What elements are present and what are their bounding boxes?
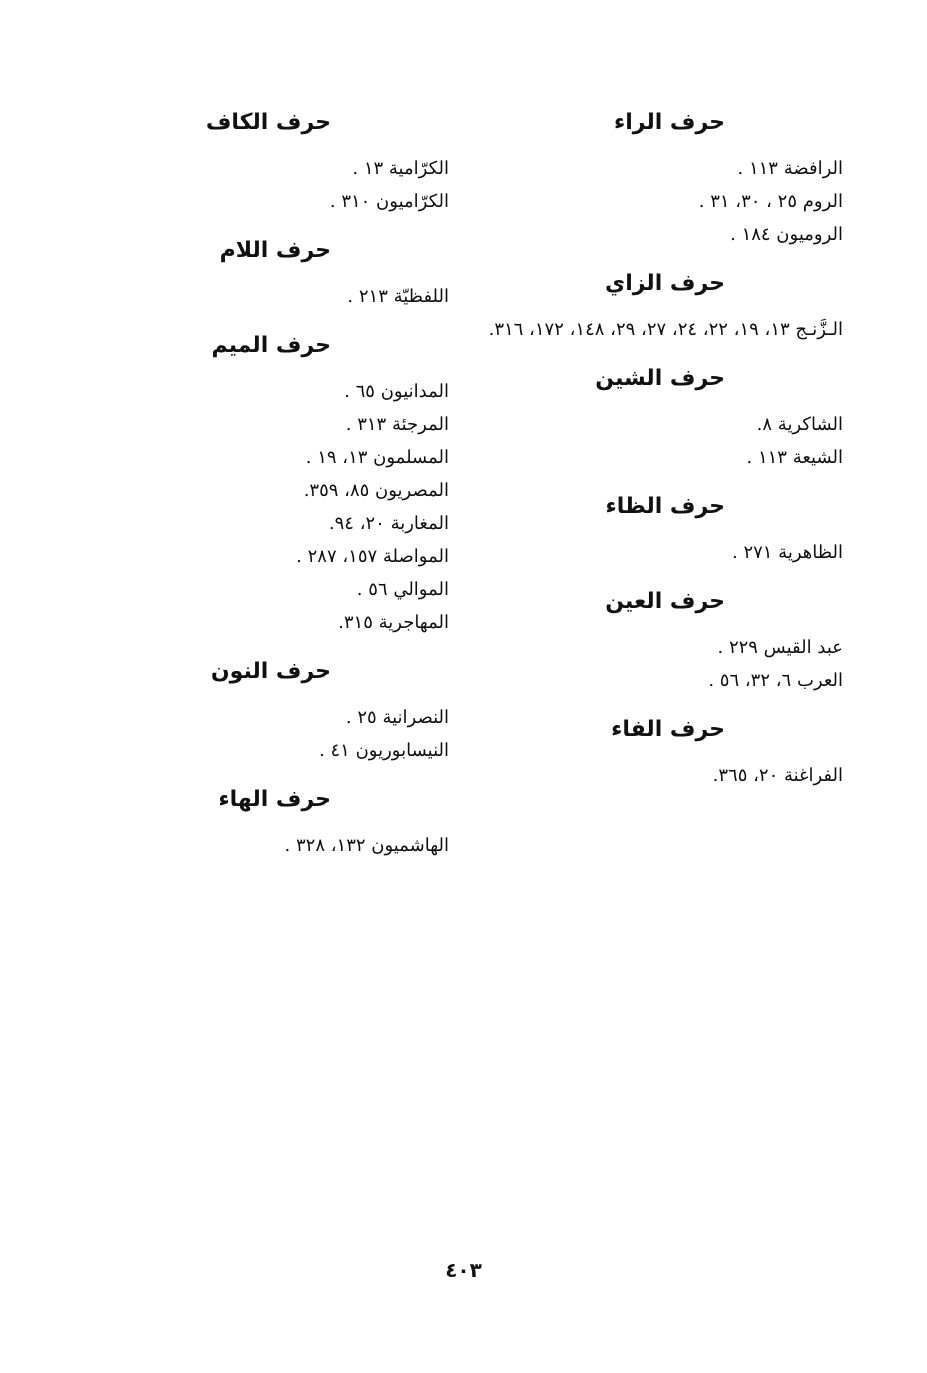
entry-list: [483, 536, 843, 569]
right-index-column: [483, 108, 843, 810]
index-section: [109, 657, 449, 767]
index-entry: الروميون ١٨٤ .: [730, 224, 843, 245]
index-entry: العرب ٦، ٣٢، ٥٦ .: [708, 670, 843, 691]
index-entry: النيسابوريون ٤١ .: [319, 740, 449, 761]
section-heading: حرف الشين: [595, 366, 725, 391]
index-section: [483, 587, 843, 697]
entry-list: [483, 759, 843, 792]
index-entry: الموالي ٥٦ .: [356, 579, 449, 600]
index-entry: المهاجرية ٣١٥.: [338, 612, 449, 633]
index-section: [109, 236, 449, 313]
entry-list: [483, 313, 843, 346]
index-section: [109, 108, 449, 218]
index-entry: الشيعة ١١٣ .: [746, 447, 843, 468]
index-entry: الـزَّنـج ١٣، ١٩، ٢٢، ٢٤، ٢٧، ٢٩، ١٤٨، ١٧٢، ٣١٦.: [488, 319, 843, 340]
index-section: [483, 492, 843, 569]
index-section: [109, 331, 449, 639]
index-section: [483, 715, 843, 792]
entry-list: [109, 280, 449, 313]
entry-list: [109, 701, 449, 767]
index-entry: المسلمون ١٣، ١٩ .: [305, 447, 449, 468]
index-entry: المرجئة ٣١٣ .: [345, 414, 449, 435]
index-section: [483, 108, 843, 251]
section-heading: حرف الهاء: [218, 787, 331, 812]
entry-list: [109, 375, 449, 639]
index-section: [483, 269, 843, 346]
section-heading: حرف الراء: [613, 110, 725, 135]
index-entry: الفراغنة ٢٠، ٣٦٥.: [712, 765, 843, 786]
index-entry: الهاشميون ١٣٢، ٣٢٨ .: [284, 835, 449, 856]
left-index-column: [109, 108, 449, 880]
entry-list: [109, 152, 449, 218]
index-entry: المصريون ٨٥، ٣٥٩.: [303, 480, 449, 501]
section-heading: حرف النون: [210, 659, 331, 684]
entry-list: [483, 152, 843, 251]
entry-list: [483, 631, 843, 697]
page-number: ٤٠٣: [445, 1258, 482, 1282]
index-entry: المغاربة ٢٠، ٩٤.: [328, 513, 449, 534]
index-section: [109, 785, 449, 862]
index-entry: النصرانية ٢٥ .: [345, 707, 449, 728]
entry-list: [483, 408, 843, 474]
index-entry: المدانيون ٦٥ .: [344, 381, 449, 402]
index-entry: الظاهرية ٢٧١ .: [731, 542, 843, 563]
index-entry: الكرّامية ١٣ .: [352, 158, 449, 179]
section-heading: حرف اللام: [219, 238, 331, 263]
index-section: [483, 364, 843, 474]
section-heading: حرف العين: [605, 589, 725, 614]
index-entry: الشاكرية ٨.: [756, 414, 843, 435]
index-entry: عبد القيس ٢٢٩ .: [717, 637, 843, 658]
index-entry: المواصلة ١٥٧، ٢٨٧ .: [296, 546, 449, 567]
entry-list: [109, 829, 449, 862]
section-heading: حرف الميم: [211, 333, 331, 358]
section-heading: حرف الكاف: [205, 110, 331, 135]
index-entry: الرافضة ١١٣ .: [737, 158, 843, 179]
index-entry: الكرّاميون ٣١٠ .: [329, 191, 449, 212]
section-heading: حرف الفاء: [611, 717, 725, 742]
section-heading: حرف الظاء: [605, 494, 725, 519]
index-entry: الروم ٢٥ ، ٣٠، ٣١ .: [698, 191, 843, 212]
section-heading: حرف الزاي: [605, 271, 725, 296]
index-entry: اللفظيّة ٢١٣ .: [347, 286, 449, 307]
